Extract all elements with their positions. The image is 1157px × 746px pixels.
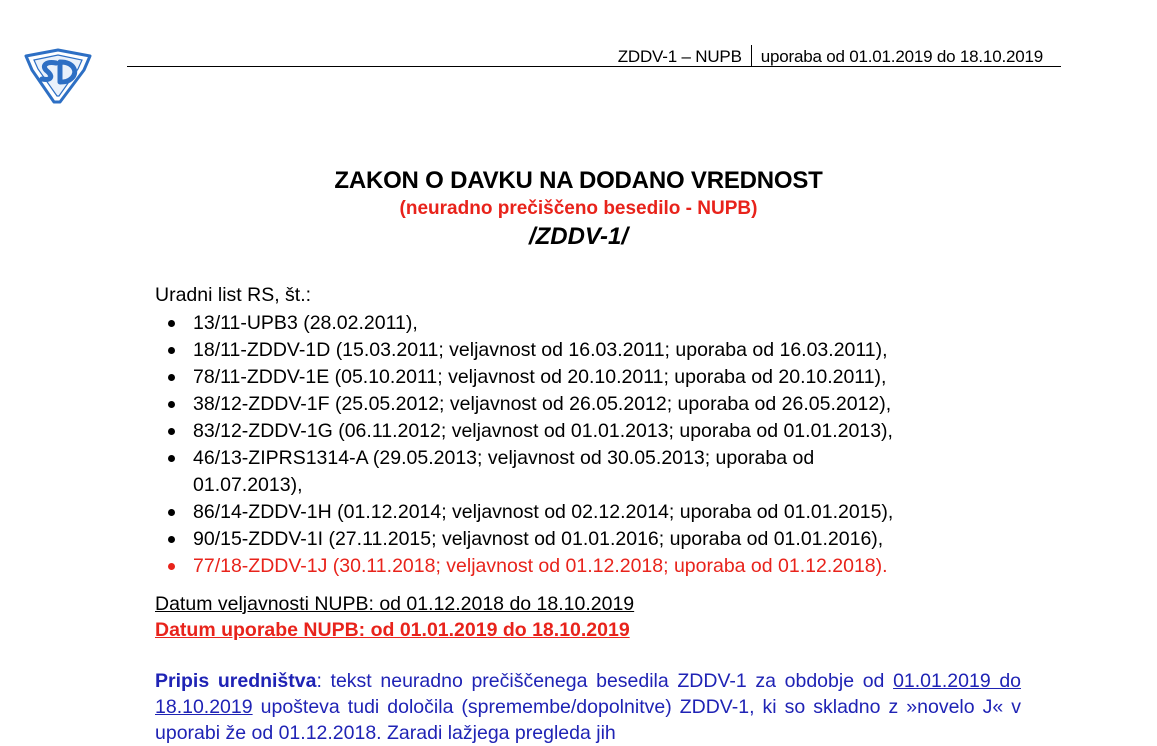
bullet-icon bbox=[168, 509, 175, 516]
dates-section bbox=[155, 591, 634, 643]
note-label: Pripis uredništva bbox=[155, 670, 317, 692]
bullet-icon bbox=[168, 320, 175, 327]
note-text-1: : tekst neuradno prečiščenega besedila ZDDV-1 za obdobje od bbox=[316, 670, 894, 692]
gazette-entry-latest: 77/18-ZDDV-1J (30.11.2018; veljavnost od 01.12.2018; uporaba od 01.12.2018). bbox=[155, 553, 1035, 580]
document-subtitle: (neuradno prečiščeno besedilo - NUPB) bbox=[399, 198, 758, 219]
header-law-code: ZDDV-1 – NUPB bbox=[617, 47, 742, 66]
document-short-name: /ZDDV-1/ bbox=[528, 223, 629, 250]
gazette-entry: 83/12-ZDDV-1G (06.11.2012; veljavnost od 01.01.2013; uporaba od 01.01.2013), bbox=[155, 418, 1035, 445]
sd-shield-logo-icon bbox=[22, 48, 94, 104]
title-block bbox=[0, 166, 1157, 252]
bullet-icon bbox=[168, 536, 175, 543]
header-text bbox=[618, 45, 1043, 67]
note-text-2: upošteva tudi določila (spremembe/dopolnitve) ZDDV-1, ki so skladno z »novelo J« v uporabi že od 01.12.2018. Zaradi lažjega pregleda jih bbox=[155, 696, 1021, 744]
page-header bbox=[127, 44, 1061, 67]
header-usage-period: uporaba od 01.01.2019 do 18.10.2019 bbox=[760, 47, 1043, 66]
editorial-note bbox=[155, 668, 1021, 746]
note-period: 01.01.2019 do 18.10.2019 bbox=[155, 670, 1022, 718]
gazette-entry: 46/13-ZIPRS1314-A (29.05.2013; veljavnost od 30.05.2013; uporaba od 01.07.2013), bbox=[155, 445, 1035, 499]
document-title: ZAKON O DAVKU NA DODANO VREDNOST bbox=[334, 167, 823, 194]
bullet-icon bbox=[168, 374, 175, 381]
gazette-label: Uradni list RS, št.: bbox=[155, 284, 312, 306]
header-separator bbox=[751, 45, 752, 67]
gazette-entry: 38/12-ZDDV-1F (25.05.2012; veljavnost od 26.05.2012; uporaba od 26.05.2012), bbox=[155, 391, 1035, 418]
bullet-icon bbox=[168, 401, 175, 408]
gazette-entry: 18/11-ZDDV-1D (15.03.2011; veljavnost od 16.03.2011; uporaba od 16.03.2011), bbox=[155, 337, 1035, 364]
gazette-entry: 78/11-ZDDV-1E (05.10.2011; veljavnost od 20.10.2011; uporaba od 20.10.2011), bbox=[155, 364, 1035, 391]
gazette-entry: 90/15-ZDDV-1I (27.11.2015; veljavnost od 01.01.2016; uporaba od 01.01.2016), bbox=[155, 526, 1035, 553]
bullet-icon bbox=[168, 347, 175, 354]
gazette-entry: 13/11-UPB3 (28.02.2011), bbox=[155, 310, 1035, 337]
bullet-icon bbox=[168, 455, 175, 462]
validity-date: Datum veljavnosti NUPB: od 01.12.2018 do 18.10.2019 bbox=[155, 593, 635, 615]
bullet-icon bbox=[168, 428, 175, 435]
gazette-list bbox=[155, 310, 1035, 580]
gazette-entry: 86/14-ZDDV-1H (01.12.2014; veljavnost od 02.12.2014; uporaba od 01.01.2015), bbox=[155, 499, 1035, 526]
bullet-icon bbox=[168, 563, 175, 570]
usage-date: Datum uporabe NUPB: od 01.01.2019 do 18.10.2019 bbox=[155, 619, 630, 641]
gazette-section bbox=[155, 282, 1035, 580]
